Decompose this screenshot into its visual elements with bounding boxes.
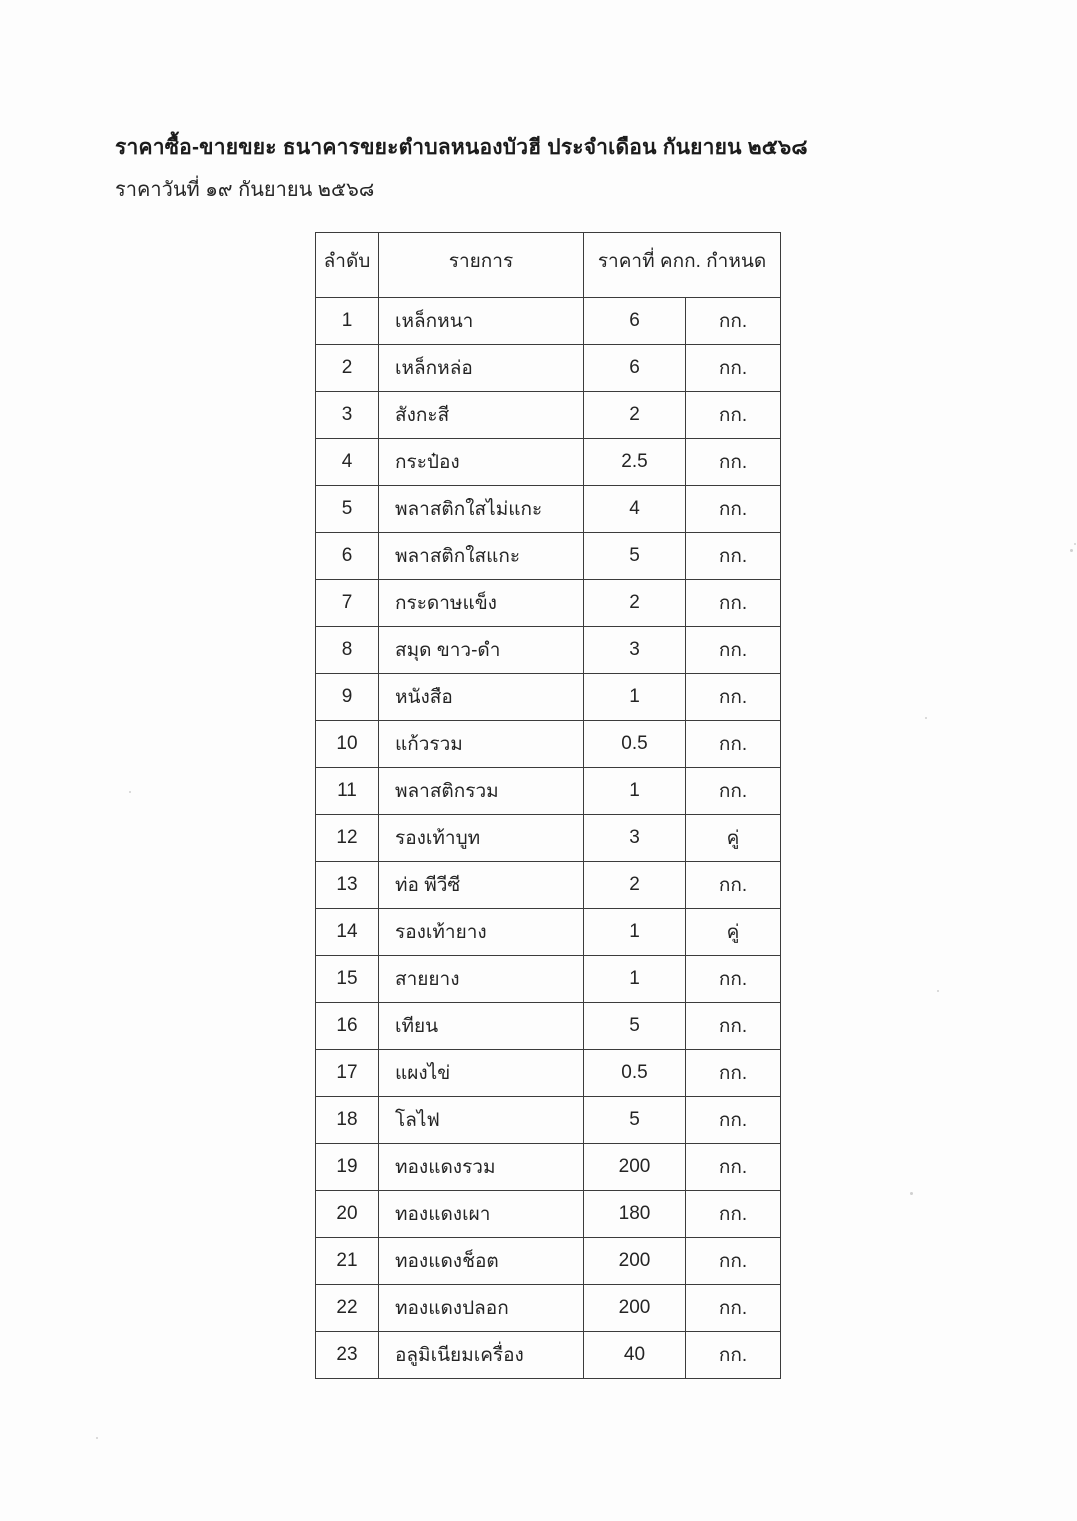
row-unit: กก. [686,345,781,392]
table-row [316,392,781,439]
row-unit: กก. [686,768,781,815]
row-number: 11 [316,768,379,815]
row-item-name: อลูมิเนียมเครื่อง [379,1332,584,1379]
table-row [316,1003,781,1050]
column-header-no: ลำดับ [316,233,379,298]
row-unit: กก. [686,721,781,768]
row-unit: กก. [686,1097,781,1144]
column-header-item: รายการ [379,233,584,298]
table-row [316,768,781,815]
scan-speck [96,1437,98,1439]
row-number: 10 [316,721,379,768]
row-item-name: พลาสติกใสไม่แกะ [379,486,584,533]
row-price: 40 [584,1332,686,1379]
row-price: 6 [584,345,686,392]
table-row [316,1238,781,1285]
row-number: 2 [316,345,379,392]
row-number: 13 [316,862,379,909]
scan-speck [925,717,927,719]
row-number: 19 [316,1144,379,1191]
row-item-name: รองเท้ายาง [379,909,584,956]
row-number: 21 [316,1238,379,1285]
row-unit: กก. [686,1144,781,1191]
row-unit: กก. [686,392,781,439]
row-number: 1 [316,298,379,345]
scan-speck [937,990,939,992]
row-item-name: พลาสติกรวม [379,768,584,815]
row-number: 5 [316,486,379,533]
table-row [316,580,781,627]
row-unit: กก. [686,1238,781,1285]
row-price: 200 [584,1144,686,1191]
scan-speck [1074,543,1076,545]
row-item-name: รองเท้าบูท [379,815,584,862]
row-item-name: เทียน [379,1003,584,1050]
row-unit: กก. [686,486,781,533]
table-body [316,298,781,1379]
row-price: 1 [584,768,686,815]
table-row [316,721,781,768]
row-price: 2 [584,862,686,909]
row-number: 6 [316,533,379,580]
row-unit: คู่ [686,815,781,862]
row-item-name: หนังสือ [379,674,584,721]
table-row [316,627,781,674]
row-item-name: ทองแดงช็อต [379,1238,584,1285]
row-unit: กก. [686,1285,781,1332]
table-row [316,815,781,862]
document-date-line: ราคาวันที่ ๑๙ กันยายน ๒๕๖๘ [115,179,375,201]
row-item-name: สังกะสี [379,392,584,439]
row-number: 9 [316,674,379,721]
row-number: 20 [316,1191,379,1238]
row-number: 18 [316,1097,379,1144]
row-price: 0.5 [584,721,686,768]
row-unit: กก. [686,298,781,345]
row-price: 6 [584,298,686,345]
row-unit: กก. [686,1332,781,1379]
row-price: 1 [584,674,686,721]
row-item-name: โลไฟ [379,1097,584,1144]
row-item-name: แก้วรวม [379,721,584,768]
row-price: 2.5 [584,439,686,486]
row-item-name: ทองแดงปลอก [379,1285,584,1332]
row-price: 1 [584,956,686,1003]
row-unit: กก. [686,1191,781,1238]
table-row [316,674,781,721]
row-unit: กก. [686,1050,781,1097]
price-table [315,232,781,1379]
row-item-name: เหล็กหล่อ [379,345,584,392]
row-price: 3 [584,627,686,674]
row-price: 5 [584,1003,686,1050]
row-number: 3 [316,392,379,439]
table-row [316,439,781,486]
row-number: 8 [316,627,379,674]
row-unit: กก. [686,627,781,674]
row-price: 5 [584,533,686,580]
row-unit: กก. [686,862,781,909]
row-price: 5 [584,1097,686,1144]
table-row [316,533,781,580]
scan-speck [910,1192,913,1195]
row-number: 17 [316,1050,379,1097]
row-unit: คู่ [686,909,781,956]
row-number: 15 [316,956,379,1003]
row-item-name: สมุด ขาว-ดำ [379,627,584,674]
row-unit: กก. [686,1003,781,1050]
row-price: 3 [584,815,686,862]
row-unit: กก. [686,956,781,1003]
column-header-price: ราคาที่ คกก. กำหนด [584,233,781,298]
row-item-name: ท่อ พีวีซี [379,862,584,909]
row-item-name: พลาสติกใสแกะ [379,533,584,580]
row-number: 4 [316,439,379,486]
table-row [316,956,781,1003]
scan-speck [1070,549,1073,552]
table-row [316,862,781,909]
row-number: 16 [316,1003,379,1050]
table-row [316,345,781,392]
table-header-row [316,233,781,298]
row-number: 12 [316,815,379,862]
row-item-name: แผงไข่ [379,1050,584,1097]
row-number: 7 [316,580,379,627]
scan-speck [129,791,131,793]
row-item-name: สายยาง [379,956,584,1003]
table-row [316,1332,781,1379]
row-item-name: กระป๋อง [379,439,584,486]
table-row [316,298,781,345]
table-row [316,909,781,956]
row-item-name: ทองแดงรวม [379,1144,584,1191]
table-row [316,1191,781,1238]
table-row [316,1050,781,1097]
row-price: 2 [584,580,686,627]
row-price: 200 [584,1285,686,1332]
row-price: 1 [584,909,686,956]
row-item-name: ทองแดงเผา [379,1191,584,1238]
row-unit: กก. [686,439,781,486]
row-price: 200 [584,1238,686,1285]
table-row [316,1285,781,1332]
table-row [316,1144,781,1191]
document-title: ราคาซื้อ-ขายขยะ ธนาคารขยะตำบลหนองบัวฮี ประจำเดือน กันยายน ๒๕๖๘ [115,136,808,159]
row-item-name: กระดาษแข็ง [379,580,584,627]
row-price: 2 [584,392,686,439]
row-unit: กก. [686,533,781,580]
row-unit: กก. [686,580,781,627]
row-price: 180 [584,1191,686,1238]
row-price: 4 [584,486,686,533]
row-price: 0.5 [584,1050,686,1097]
table-row [316,486,781,533]
row-unit: กก. [686,674,781,721]
row-number: 14 [316,909,379,956]
table-row [316,1097,781,1144]
row-item-name: เหล็กหนา [379,298,584,345]
row-number: 22 [316,1285,379,1332]
row-number: 23 [316,1332,379,1379]
